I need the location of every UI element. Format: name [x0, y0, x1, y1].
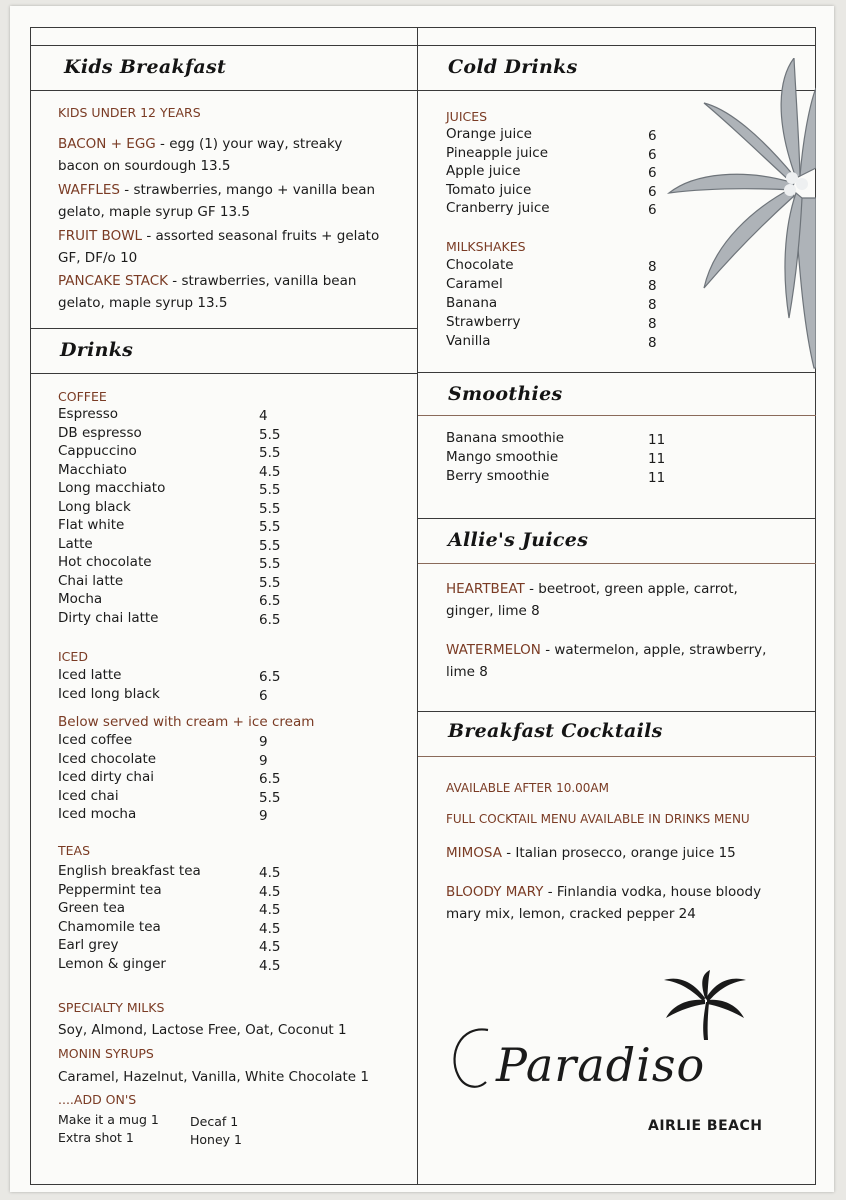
juice-item-name: Orange juice [446, 126, 532, 142]
iced-item-name: Iced latte [58, 667, 122, 683]
cream-item-name: Iced chocolate [58, 750, 157, 767]
kids-item-waffles: WAFFLES - strawberries, mango + vanilla bean gelato, maple syrup GF 13.5 [58, 182, 376, 220]
coffee-item-name: Mocha [58, 591, 103, 607]
cream-item-price: 9 [259, 808, 268, 824]
teas-label: TEAS [58, 843, 91, 858]
juice-item-name: Pineapple juice [446, 144, 549, 161]
milkshake-item-name: Chocolate [446, 257, 514, 273]
syrups-label: MONIN SYRUPS [58, 1046, 154, 1061]
cocktail-mimosa: MIMOSA - Italian prosecco, orange juice 15 [446, 845, 736, 861]
milks-text: Soy, Almond, Lactose Free, Oat, Coconut 1 [58, 1022, 347, 1038]
tea-item-price: 4.5 [259, 939, 281, 955]
breakfast-cocktails-title: Breakfast Cocktails [448, 720, 663, 742]
logo-name: Paradiso [496, 1038, 706, 1092]
coffee-item-name: Dirty chai latte [58, 609, 159, 626]
smoothies-header-rule [418, 415, 816, 416]
coffee-item-price: 4.5 [259, 463, 281, 480]
coffee-item-price: 5.5 [259, 482, 281, 498]
tea-item-name: Chamomile tea [58, 918, 161, 935]
juice-item-price: 6 [648, 128, 657, 144]
milkshake-item-name: Vanilla [446, 333, 491, 349]
kids-breakfast-title: Kids Breakfast [64, 56, 227, 78]
coffee-item-price: 5.5 [259, 556, 281, 572]
milkshakes-label: MILKSHAKES [446, 239, 526, 254]
milkshake-item-price: 8 [648, 335, 657, 351]
coffee-item-name: DB espresso [58, 424, 142, 441]
tea-item-name: Lemon & ginger [58, 955, 166, 972]
coffee-item-name: Espresso [58, 406, 119, 422]
allies-header-rule [418, 563, 816, 564]
juice-item-price: 6 [648, 165, 657, 181]
cream-item-price: 5.5 [259, 789, 281, 806]
kids-subtitle: KIDS UNDER 12 YEARS [58, 105, 201, 120]
tea-item-name: Green tea [58, 900, 126, 916]
addon-mug: Make it a mug 1 [58, 1112, 159, 1127]
cream-item-price: 9 [259, 734, 268, 750]
kids-item-bacon-egg: BACON + EGG - egg (1) your way, streaky bacon on sourdough 13.5 [58, 136, 343, 174]
addons-label: ....ADD ON'S [58, 1092, 137, 1107]
milkshake-item-price: 8 [648, 278, 657, 294]
coffee-item-price: 5.5 [259, 519, 281, 535]
tea-item-name: Earl grey [58, 937, 119, 953]
logo-palm-icon [662, 970, 748, 1040]
milkshake-item-price: 8 [648, 259, 657, 275]
coffee-item-name: Macchiato [58, 461, 127, 478]
coffee-item-name: Hot chocolate [58, 554, 152, 570]
drinks-top-rule [30, 328, 418, 329]
logo-location: AIRLIE BEACH [648, 1118, 763, 1134]
kids-item-fruit-bowl: FRUIT BOWL - assorted seasonal fruits + gelato GF, DF/o 10 [58, 228, 380, 266]
smoothie-item-name: Berry smoothie [446, 468, 550, 484]
iced-item-price: 6.5 [259, 669, 281, 685]
addon-decaf: Decaf 1 [190, 1114, 239, 1129]
juice-item-price: 6 [648, 202, 657, 218]
cocktails-note-full-menu: FULL COCKTAIL MENU AVAILABLE IN DRINKS MENU [446, 812, 750, 826]
coffee-item-name: Long black [58, 498, 131, 515]
coffee-item-price: 5.5 [259, 500, 281, 517]
cream-item-name: Iced dirty chai [58, 769, 155, 785]
coffee-item-name: Latte [58, 535, 93, 552]
drinks-title: Drinks [60, 339, 134, 361]
syrups-text: Caramel, Hazelnut, Vanilla, White Chocolate 1 [58, 1069, 369, 1085]
milkshake-item-name: Strawberry [446, 314, 521, 330]
coffee-item-price: 6.5 [259, 593, 281, 609]
smoothie-item-name: Banana smoothie [446, 430, 565, 446]
juice-heartbeat: HEARTBEAT - beetroot, green apple, carrot, ginger, lime 8 [446, 581, 738, 619]
coffee-item-price: 4 [259, 408, 268, 424]
juices-label: JUICES [446, 109, 488, 124]
coffee-item-price: 5.5 [259, 445, 281, 461]
smoothie-item-price: 11 [648, 451, 666, 467]
iced-label: ICED [58, 649, 88, 664]
cocktails-note-available: AVAILABLE AFTER 10.00AM [446, 781, 609, 795]
allies-top-rule [418, 518, 816, 519]
column-divider [417, 27, 418, 1185]
tea-item-name: English breakfast tea [58, 863, 201, 879]
cream-item-name: Iced mocha [58, 806, 137, 822]
juice-item-name: Cranberry juice [446, 200, 550, 216]
cream-item-name: Iced chai [58, 787, 119, 804]
iced-item-price: 6 [259, 688, 268, 704]
smoothie-item-price: 11 [648, 432, 666, 448]
cold-drinks-title: Cold Drinks [448, 56, 578, 78]
coffee-item-price: 5.5 [259, 574, 281, 591]
juice-watermelon: WATERMELON - watermelon, apple, strawberry, lime 8 [446, 642, 767, 680]
coffee-item-name: Long macchiato [58, 480, 166, 496]
cocktails-header-rule [418, 756, 816, 757]
tea-item-price: 4.5 [259, 902, 281, 918]
iced-item-name: Iced long black [58, 686, 160, 702]
coffee-item-price: 5.5 [259, 537, 281, 554]
tea-item-price: 4.5 [259, 883, 281, 900]
smoothies-title: Smoothies [448, 383, 563, 405]
drinks-header-rule [30, 373, 418, 374]
coffee-item-price: 6.5 [259, 611, 281, 628]
coffee-item-price: 5.5 [259, 426, 281, 443]
cream-item-name: Iced coffee [58, 732, 133, 748]
tea-item-price: 4.5 [259, 957, 281, 974]
logo-swash-icon [450, 1020, 490, 1100]
tea-item-price: 4.5 [259, 865, 281, 881]
cocktails-top-rule [418, 711, 816, 712]
smoothie-item-price: 11 [648, 470, 666, 486]
coffee-item-name: Chai latte [58, 572, 124, 589]
tea-item-price: 4.5 [259, 920, 281, 937]
cream-item-price: 6.5 [259, 771, 281, 787]
kids-header-rule [30, 90, 418, 91]
milkshake-item-price: 8 [648, 297, 657, 313]
milkshake-item-name: Caramel [446, 276, 503, 292]
kids-item-pancake-stack: PANCAKE STACK - strawberries, vanilla bean gelato, maple syrup 13.5 [58, 273, 357, 311]
juice-item-name: Tomato juice [446, 181, 532, 198]
top-rule [30, 45, 816, 46]
tea-item-name: Peppermint tea [58, 881, 162, 898]
coffee-label: COFFEE [58, 389, 107, 404]
allies-juices-title: Allie's Juices [448, 529, 589, 551]
palm-tree-icon [664, 58, 816, 370]
addon-extra-shot: Extra shot 1 [58, 1130, 134, 1145]
coffee-item-name: Flat white [58, 517, 125, 533]
smoothie-item-name: Mango smoothie [446, 449, 559, 465]
coffee-item-name: Cappuccino [58, 443, 137, 459]
milks-label: SPECIALTY MILKS [58, 1000, 165, 1015]
juice-item-price: 6 [648, 183, 657, 200]
juice-item-name: Apple juice [446, 163, 521, 179]
cream-label: Below served with cream + ice cream [58, 714, 315, 730]
addon-honey: Honey 1 [190, 1132, 242, 1147]
milkshake-item-price: 8 [648, 316, 657, 332]
milkshake-item-name: Banana [446, 295, 498, 311]
cocktail-bloody-mary: BLOODY MARY - Finlandia vodka, house bloody mary mix, lemon, cracked pepper 24 [446, 884, 762, 922]
smoothies-top-rule [418, 372, 816, 373]
cream-item-price: 9 [259, 752, 268, 769]
juice-item-price: 6 [648, 146, 657, 163]
